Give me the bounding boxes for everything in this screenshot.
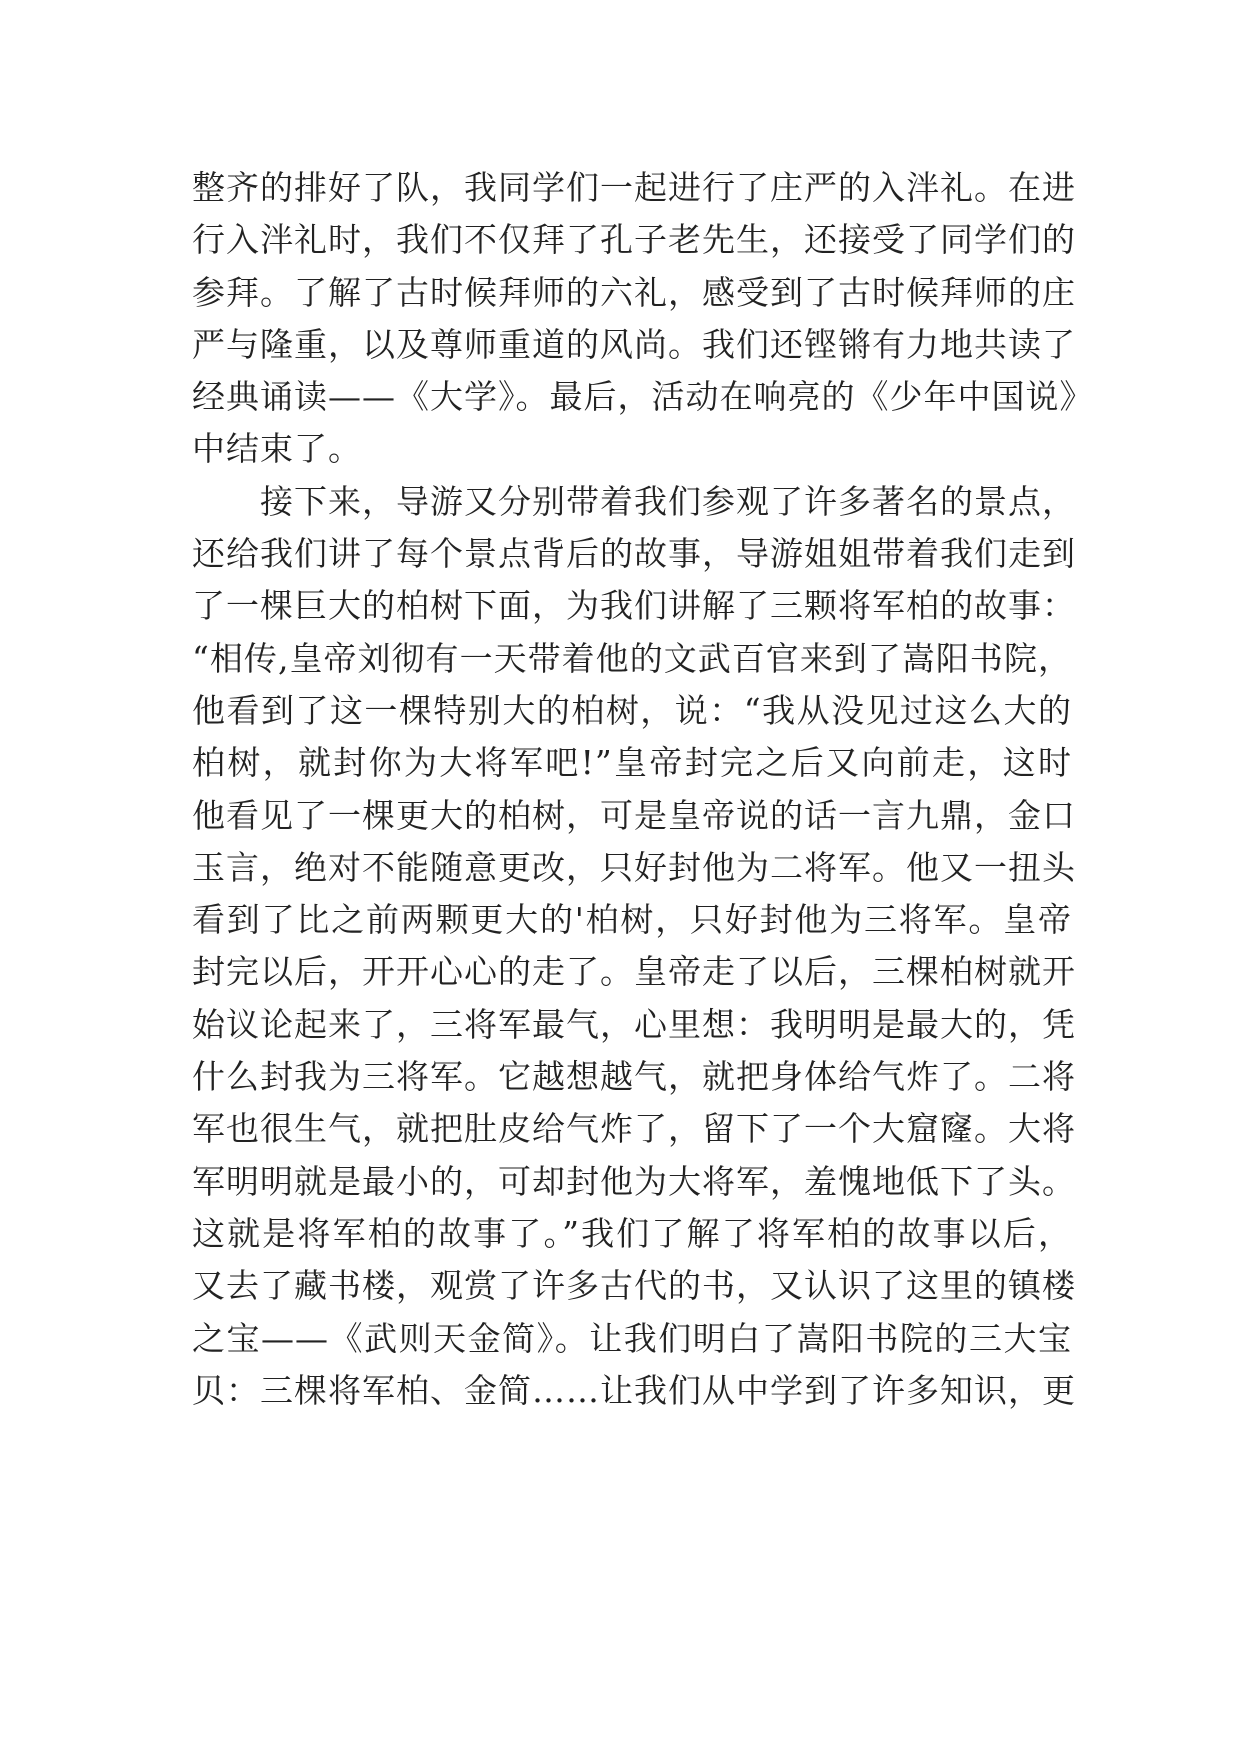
text-line: 整齐的排好了队，我同学们一起进行了庄严的入泮礼。在进	[192, 168, 1076, 207]
text-line: 了一棵巨大的柏树下面，为我们讲解了三颗将军柏的故事：	[192, 586, 1076, 626]
text-line: 军明明就是最小的，可却封他为大将军，羞愧地低下了头。	[192, 1161, 1076, 1201]
body-text	[192, 162, 1094, 1417]
text-line: 接下来，导游又分别带着我们参观了许多著名的景点，	[260, 481, 1076, 521]
text-line: 之宝——《武则天金简》。让我们明白了嵩阳书院的三大宝	[192, 1318, 1072, 1358]
text-line: 中结束了。	[192, 429, 362, 469]
text-line: 行入泮礼时，我们不仅拜了孔子老先生，还接受了同学们的	[192, 220, 1076, 260]
text-line: 还给我们讲了每个景点背后的故事，导游姐姐带着我们走到	[192, 534, 1076, 574]
text-line: 参拜。了解了古时候拜师的六礼，感受到了古时候拜师的庄	[192, 272, 1076, 312]
text-line: 严与隆重，以及尊师重道的风尚。我们还铿锵有力地共读了	[192, 324, 1076, 364]
text-line: 看到了比之前两颗更大的'柏树，只好封他为三将军。皇帝	[192, 900, 1072, 940]
text-line: 柏树，就封你为大将军吧!”皇帝封完之后又向前走，这时	[192, 743, 1072, 783]
text-line: 他看见了一棵更大的柏树，可是皇帝说的话一言九鼎，金口	[192, 795, 1076, 835]
text-line: 始议论起来了，三将军最气，心里想：我明明是最大的，凭	[192, 1004, 1076, 1044]
text-line: 又去了藏书楼，观赏了许多古代的书，又认识了这里的镇楼	[192, 1266, 1076, 1306]
text-line: 这就是将军柏的故事了。”我们了解了将军柏的故事以后，	[192, 1213, 1072, 1253]
text-line: 军也很生气，就把肚皮给气炸了，留下了一个大窟窿。大将	[192, 1109, 1076, 1149]
text-line: “相传,皇帝刘彻有一天带着他的文武百官来到了嵩阳书院，	[192, 638, 1072, 678]
text-line: 封完以后，开开心心的走了。皇帝走了以后，三棵柏树就开	[192, 952, 1076, 992]
text-line: 玉言，绝对不能随意更改，只好封他为二将军。他又一扭头	[192, 847, 1076, 887]
text-line: 贝：三棵将军柏、金简……让我们从中学到了许多知识，更	[192, 1370, 1076, 1410]
text-line: 什么封我为三将军。它越想越气，就把身体给气炸了。二将	[192, 1057, 1076, 1097]
text-line: 他看到了这一棵特别大的柏树，说：“我从没见过这么大的	[192, 690, 1072, 730]
text-line: 经典诵读——《大学》。最后，活动在响亮的《少年中国说》	[192, 377, 1094, 417]
